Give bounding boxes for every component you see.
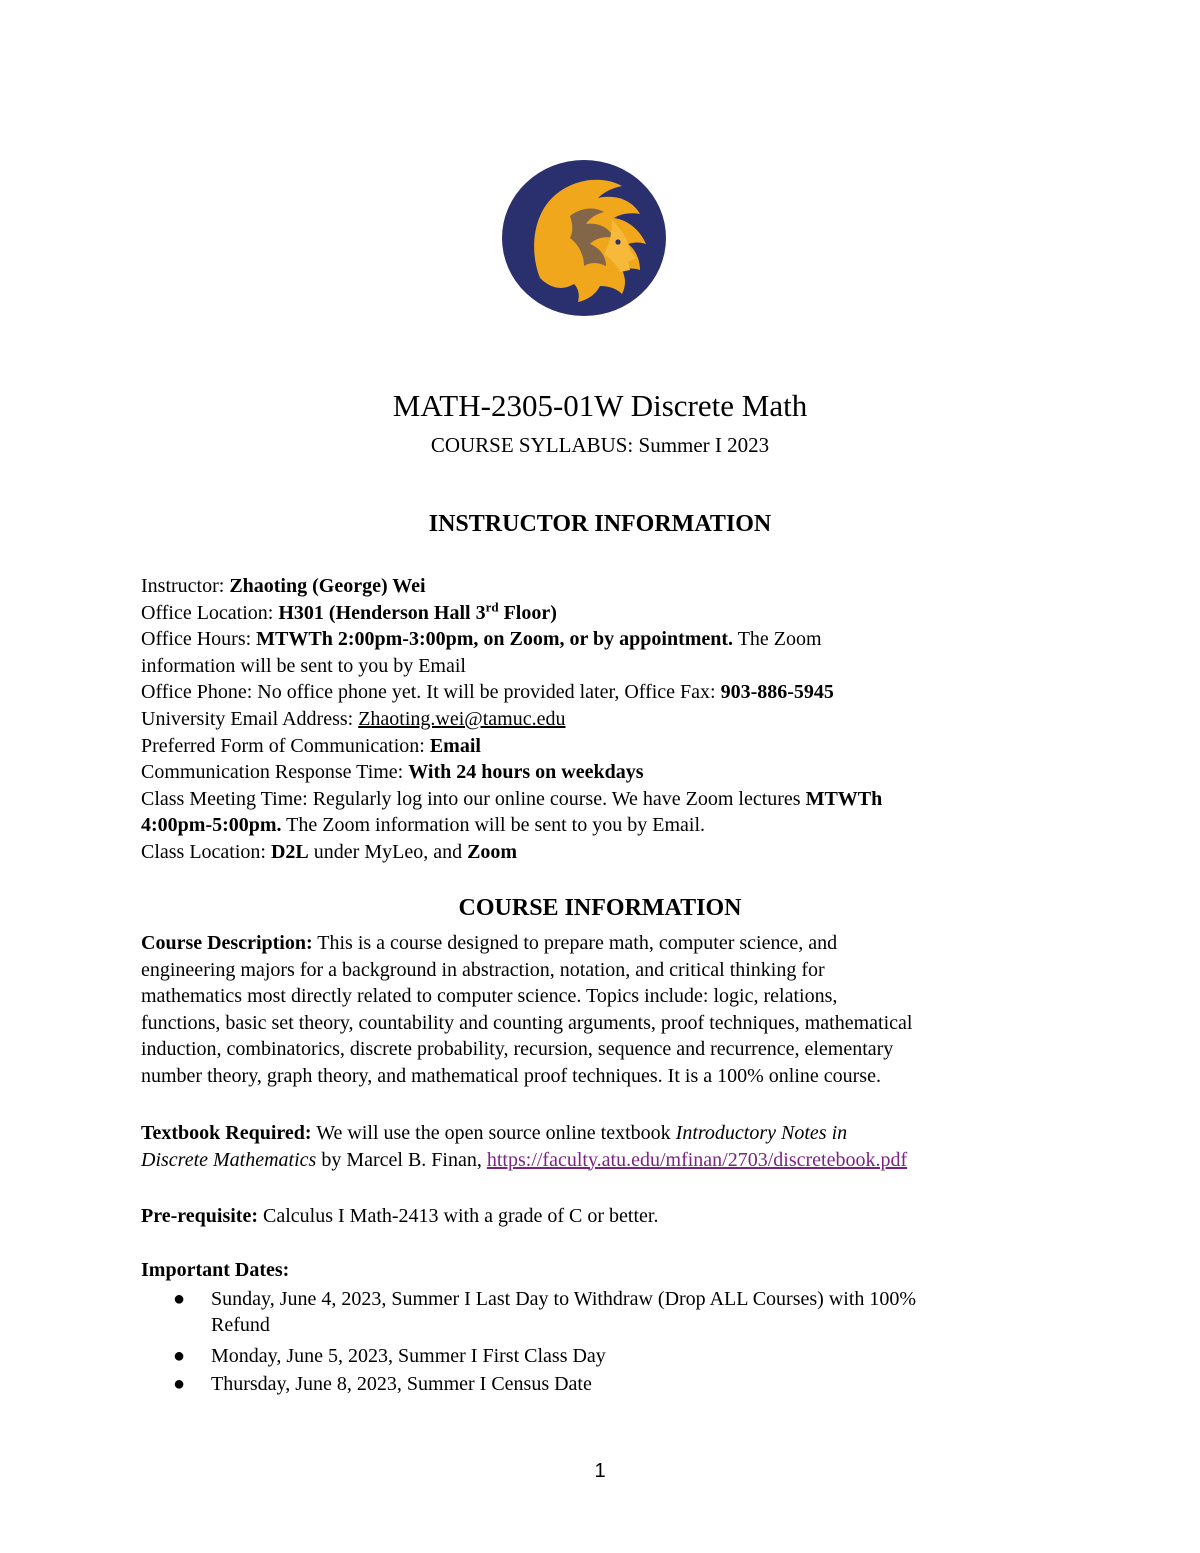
meeting-note: The Zoom information will be sent to you by Email.: [281, 814, 706, 837]
class-location-line: [141, 839, 1061, 866]
response-time-line: [141, 759, 1061, 786]
response-time-value: With 24 hours on weekdays: [408, 761, 644, 784]
communication-value: Email: [429, 734, 481, 757]
course-description-line: engineering majors for a background in abstraction, notation, and critical thinking for: [141, 958, 825, 981]
textbook-title: Introductory Notes in: [675, 1122, 848, 1144]
date-item: ● Sunday, June 4, 2023, Summer I Last Day to Withdraw (Drop ALL Courses) with 100% Refund: [173, 1287, 917, 1337]
office-location-value: H301 (Henderson Hall 3rd Floor): [278, 598, 557, 624]
meeting-time-label: Class Meeting Time: Regularly log into our online course. We have Zoom lectures: [141, 787, 806, 810]
office-hours-label: Office Hours:: [141, 628, 257, 651]
textbook-label: Textbook Required:: [141, 1122, 312, 1144]
meeting-hours: 4:00pm-5:00pm.: [141, 814, 282, 837]
office-phone-line: [141, 679, 1061, 706]
prerequisite-text: Calculus I Math-2413 with a grade of C or better.: [258, 1205, 659, 1227]
important-dates-list: [141, 1286, 1061, 1398]
office-location-label: Office Location:: [141, 601, 279, 624]
class-location-label: Class Location:: [141, 840, 271, 863]
course-description-label: Course Description:: [141, 932, 313, 954]
important-dates-section: [141, 1257, 1061, 1398]
prerequisite-section: [141, 1203, 1061, 1230]
course-description-line: number theory, graph theory, and mathematical proof techniques. It is a 100% online course.: [141, 1064, 881, 1087]
office-hours-value: MTWTh 2:00pm-3:00pm, on Zoom, or by appointment.: [256, 628, 734, 651]
course-description-line: mathematics most directly related to computer science. Topics include: logic, relations,: [141, 985, 838, 1008]
instructor-line: [141, 573, 1061, 600]
bullet-icon: ●: [173, 1373, 186, 1396]
course-information-heading: COURSE INFORMATION: [458, 895, 742, 921]
office-phone-label: Office Phone: No office phone yet. It will be provided later, Office Fax:: [141, 681, 721, 704]
course-description-line: Course Description: This is a course designed to prepare math, computer science, and: [141, 932, 838, 954]
course-subtitle: COURSE SYLLABUS: Summer I 2023: [430, 433, 770, 457]
instructor-label: Instructor:: [141, 575, 230, 597]
textbook-title-cont: Discrete Mathematics: [141, 1148, 317, 1171]
course-description: [141, 930, 1061, 1090]
email-label: University Email Address:: [141, 707, 359, 730]
textbook-line: Textbook Required: We will use the open source online textbook Introductory Notes in: [141, 1122, 848, 1144]
email-link[interactable]: Zhaoting.wei@tamuc.edu: [358, 707, 566, 730]
bullet-icon: ●: [173, 1344, 186, 1367]
office-hours-note: The Zoom: [733, 628, 822, 651]
email-line: [141, 706, 1061, 733]
date-item: ● Thursday, June 8, 2023, Summer I Census Date: [211, 1371, 1061, 1398]
course-description-line: functions, basic set theory, countability and counting arguments, proof techniques, mathematical: [141, 1011, 913, 1034]
instructor-details: [141, 573, 1061, 866]
class-location-mid: under MyLeo, and: [308, 840, 468, 863]
class-location-d2l: D2L: [270, 840, 309, 863]
office-location-line: [141, 600, 1061, 627]
response-time-label: Communication Response Time:: [141, 761, 409, 784]
page-number: 1: [594, 1460, 606, 1482]
lion-head-logo-icon: [500, 158, 668, 318]
textbook-link[interactable]: https://faculty.atu.edu/mfinan/2703/discretebook.pdf: [486, 1148, 908, 1171]
instructor-information-heading: INSTRUCTOR INFORMATION: [428, 511, 772, 537]
course-description-line: induction, combinatorics, discrete probability, recursion, sequence and recurrence, elementary: [141, 1038, 894, 1061]
meeting-time-line: [141, 786, 1061, 813]
bullet-icon: ●: [173, 1287, 186, 1310]
prerequisite-label: Pre-requisite:: [141, 1205, 259, 1227]
class-location-zoom: Zoom: [467, 840, 518, 863]
textbook-line-cont: Discrete Mathematics by Marcel B. Finan, https://faculty.atu.edu/mfinan/2703/discretebook.pdf: [141, 1148, 908, 1171]
important-dates-label: Important Dates:: [141, 1259, 290, 1281]
textbook-section: [141, 1120, 1061, 1173]
meeting-time-line-cont: [141, 812, 1061, 839]
communication-line: [141, 733, 1061, 760]
communication-label: Preferred Form of Communication:: [141, 734, 430, 757]
office-fax-value: 903-886-5945: [720, 681, 834, 704]
date-item: ● Monday, June 5, 2023, Summer I First Class Day: [211, 1343, 1061, 1370]
office-hours-line: [141, 626, 1061, 653]
office-hours-note-cont: information will be sent to you by Email: [141, 654, 466, 677]
meeting-days: MTWTh: [805, 787, 883, 810]
instructor-name: Zhaoting (George) Wei: [229, 575, 426, 597]
course-title: MATH-2305-01W Discrete Math: [392, 388, 808, 423]
prerequisite-line: [141, 1203, 1061, 1230]
